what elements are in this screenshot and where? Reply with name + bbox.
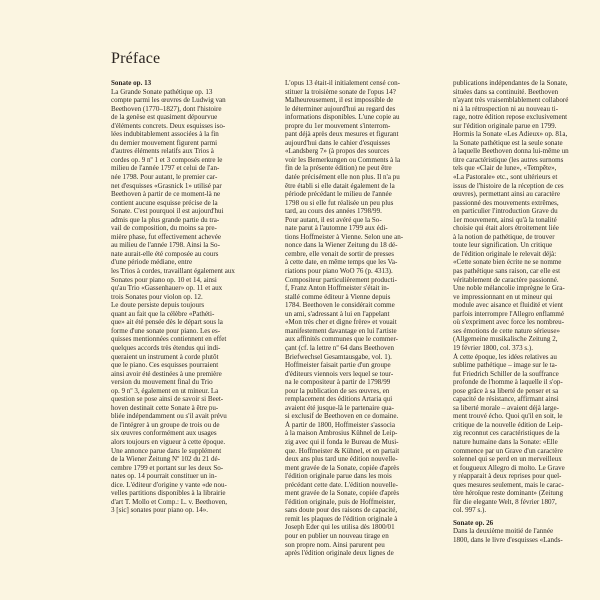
text-line: voir les Bemerkungen ou Comments à la xyxy=(285,155,401,164)
text-line: mière phase, fut effectivement achevée xyxy=(111,232,222,241)
text-line: sans doute pour des raisons de capacité, xyxy=(285,506,398,515)
text-line: version du mouvement final du Trio xyxy=(111,378,213,387)
text-line: aujourd'hui dans le cahier d'esquisses xyxy=(285,138,391,147)
text-line: à laquelle Beethoven donna lui-même un xyxy=(453,147,569,156)
text-line: pas pathétique sans raison, car elle est xyxy=(453,267,561,276)
text-line: cordes op. 9 nº 1 et 3 composés entre le xyxy=(111,155,223,164)
text-line: lées indubitablement associées à la fin xyxy=(111,130,219,139)
text-line: profonde de l'homme à laquelle il s'op- xyxy=(453,378,563,387)
text-line: et fougueux Allegro di molto. Le Grave xyxy=(453,463,565,472)
text-line: solennel qui se perd en un merveilleux xyxy=(453,455,562,464)
text-line: l'édition originale parue dans les mois xyxy=(285,472,392,481)
text-line: 3 [sic] sonates pour piano op. 14». xyxy=(111,506,209,515)
text-line: quisses mentionnées contiennent en effet xyxy=(111,335,227,344)
text-line: d'une période médiane, entre xyxy=(111,258,193,267)
text-line: ment gravée de la Sonate, copiée d'après xyxy=(285,489,400,498)
text-line: aux affinités communes que le commer- xyxy=(285,335,399,344)
text-line: Sonates pour piano op. 10 et 14, ainsi xyxy=(111,275,217,284)
text-line: trois Sonates pour violon op. 12. xyxy=(111,292,203,301)
text-line: zig reconnut ces caractéristiques de la xyxy=(453,429,560,438)
text-column-3 xyxy=(453,79,600,545)
text-line: toute leur signification. Un critique xyxy=(453,241,553,250)
text-line: admis que la plus grande partie du tra- xyxy=(111,215,220,224)
text-line: question se pose ainsi de savoir si Beet- xyxy=(111,395,224,404)
text-line: queraient un instrument à corde plutôt xyxy=(111,352,219,361)
text-line: À cette époque, les idées relatives au xyxy=(453,352,557,361)
page-title: Préface xyxy=(111,50,161,67)
text-line: na le compositeur à partir de 1798/99 xyxy=(285,378,391,387)
text-line: d'autres éléments relatifs aux Trios à xyxy=(111,147,214,156)
text-line: Malheureusement, il est impossible de xyxy=(285,96,394,105)
text-line: au milieu de l'année 1798. Ainsi la So- xyxy=(111,241,220,250)
text-line: sa liberté morale – avaient déjà large- xyxy=(453,403,559,412)
text-line: çant (cf. la lettre nº 64 dans Beethoven xyxy=(285,343,395,352)
text-line: que le piano. Ces esquisses pourraient xyxy=(111,361,219,370)
text-line: issus de l'histoire de la réception de ces xyxy=(453,181,564,190)
text-line: ni à la rétrospection ni au nouveau ti- xyxy=(453,104,559,113)
text-line: Une noble mélancolie imprègne le Gra- xyxy=(453,284,565,293)
text-line: alors toujours en vigueur à cette époque. xyxy=(111,437,226,446)
text-line: bliée indépendamment ou s'il avait prévu xyxy=(111,412,227,421)
text-line: ses émotions de cette nature sérieuse» xyxy=(453,326,561,335)
text-line: hoven destinait cette Sonate à être pu- xyxy=(111,403,219,412)
text-line: ment gravée de la Sonate, copiée d'après xyxy=(285,463,400,472)
text-line: ques mesures seulement, mais le carac- xyxy=(453,480,564,489)
text-line: nate aurait-elle été composée au cours xyxy=(111,249,219,258)
text-line: précédant cette date. L'édition nouvelle- xyxy=(285,480,398,489)
text-line: où s'expriment avec force les nombreu- xyxy=(453,318,565,327)
text-line: nate parut à l'automne 1799 aux édi- xyxy=(285,224,388,233)
text-line: Pour autant, il est avéré que la So- xyxy=(285,215,382,224)
text-line: nonce dans la Wiener Zeitung du 18 dé- xyxy=(285,241,398,250)
text-line: col. 997 s.). xyxy=(453,506,487,515)
text-line: Hormis la Sonate «Les Adieux» op. 81a, xyxy=(453,130,568,139)
text-line: manifestement davantage en lui l'artiste xyxy=(285,326,397,335)
text-line: Dans la deuxième moitié de l'année xyxy=(453,527,554,536)
section-heading: Sonate op. 26 xyxy=(453,518,494,527)
text-line: für die elegante Welt, 8 février 1807, xyxy=(453,497,557,506)
text-line: Le doute persiste depuis toujours xyxy=(111,301,205,310)
text-line: passionné des mouvements extrêmes, xyxy=(453,198,559,207)
text-line: après l'édition originale deux lignes de xyxy=(285,549,394,558)
text-line: le déterminer aujourd'hui au regard des xyxy=(285,104,396,113)
text-line: 1800, dans le livre d'esquisses «Lands- xyxy=(453,535,563,544)
text-line: choisie qui était alors étroitement liée xyxy=(453,224,559,233)
text-line: être établi si elle datait également de la xyxy=(285,181,395,190)
text-line: d'éditeurs viennois vers lequel se tour- xyxy=(285,369,394,378)
text-line: tère héroïque reste dominant» (Zeitung xyxy=(453,489,563,498)
text-line: forme d'une sonate pour piano. Les es- xyxy=(111,326,221,335)
text-line: «Cette sonate bien écrite ne se nomme xyxy=(453,258,562,267)
text-line: fut Friedrich Schiller de la souffrance xyxy=(453,369,559,378)
text-line: remplacement des éditions Artaria qui xyxy=(285,395,393,404)
text-line: milieu de l'année 1797 et celui de l'an- xyxy=(111,164,220,173)
text-line: deux ans plus tard une édition nouvelle- xyxy=(285,455,398,464)
text-line: op. 9 nº 3, également en ut mineur. La xyxy=(111,386,219,395)
text-line: Une annonce parue dans le supplément xyxy=(111,446,222,455)
text-line: module avec aisance et fluidité et vient xyxy=(453,301,563,310)
text-line: propre du 1er mouvement s'interrom- xyxy=(285,121,391,130)
text-line: critique de la nouvelle édition de Leip- xyxy=(453,420,563,429)
text-line: Joseph Eder qui les utilisa dès 1800/01 xyxy=(285,523,395,532)
text-line: Sonate. C'est pourquoi il est aujourd'hui xyxy=(111,207,224,216)
text-line: L'opus 13 était-il initialement censé con- xyxy=(285,79,400,87)
text-line: née 1798. Pour autant, le premier car- xyxy=(111,173,218,182)
text-line: à cette date, en même temps que les Va- xyxy=(285,258,398,267)
text-line: ve impressionnant en ut mineur qui xyxy=(453,292,553,301)
text-line: tions Hoffmeister à Vienne. Selon une an- xyxy=(285,232,404,241)
text-line: Compositeur particulièrement producti- xyxy=(285,275,397,284)
text-column-2 xyxy=(285,79,444,558)
text-line: titre caractéristique (les autres surnoms xyxy=(453,155,564,164)
text-line: d'éléments concrets. Deux esquisses iso- xyxy=(111,121,226,130)
text-line: sur l'édition originale parue en 1799. xyxy=(453,121,557,130)
text-line: de l'intégrer à un groupe de trois ou de xyxy=(111,420,220,429)
text-line: quant au fait que la célèbre «Pathéti- xyxy=(111,309,215,318)
text-line: en particulier l'introduction Grave du xyxy=(453,207,558,216)
text-line: les Trios à cordes, travaillant également aux xyxy=(111,267,235,276)
text-line: la Sonate pathétique est la seule sonate xyxy=(453,138,563,147)
text-line: «Mon très cher et digne frère» et vouait xyxy=(285,318,397,327)
text-line: si exclusif de Beethoven en ce domaine. xyxy=(285,412,399,421)
text-line: Briefwechsel Gesamtausgabe, vol. 1). xyxy=(285,352,392,361)
text-line: Beethoven (1770–1827), dont l'histoire xyxy=(111,104,222,113)
text-line: dice. L'éditeur d'origine y vante «de nou- xyxy=(111,480,227,489)
text-line: «La Pastorale» etc., sont ultérieurs et xyxy=(453,173,558,182)
text-line: y réapparait à deux reprises pour quel- xyxy=(453,472,562,481)
text-line: pose grâce à sa liberté de penser et sa xyxy=(453,386,559,395)
text-line: riations pour piano WoO 76 (p. 4313). xyxy=(285,267,393,276)
text-line: (Allgemeine musikalische Zeitung 2, xyxy=(453,335,558,344)
text-line: situées dans sa continuité. Beethoven xyxy=(453,87,559,96)
text-line: stituer la troisième sonate de l'opus 14? xyxy=(285,87,396,96)
text-line: «Landsberg 7» (à propos des sources xyxy=(285,147,390,156)
text-line: 1er mouvement, ainsi qu'à la tonalité xyxy=(453,215,557,224)
text-line: datée précisément elle non plus. Il n'a pu xyxy=(285,173,400,182)
text-line: du dernier mouvement figurent parmi xyxy=(111,138,218,147)
text-line: période précédant le milieu de l'année xyxy=(285,190,392,199)
text-line: rage, notre édition repose exclusivement xyxy=(453,113,568,122)
text-line: parfois interrompre l'Allegro enflammé xyxy=(453,309,565,318)
text-line: tels que «Clair de lune», «Tempête», xyxy=(453,164,557,173)
text-line: de l'édition originale le relevait déjà: xyxy=(453,249,557,258)
text-line: publications indépendantes de la Sonate, xyxy=(453,79,568,87)
text-line: un ami, s'adressant à lui en l'appelant xyxy=(285,309,390,318)
text-line: œuvres), permettant ainsi au caractère xyxy=(453,190,561,199)
text-line: tard, au cours des années 1798/99. xyxy=(285,207,382,216)
text-line: sublime pathétique – image sur le ta- xyxy=(453,361,558,370)
text-line: Beethoven à partir de ce moment-là ne xyxy=(111,190,221,199)
text-line: 1798 ou si elle fut réalisée un peu plus xyxy=(285,198,394,207)
text-line: véritablement de caractère passionné. xyxy=(453,275,559,284)
text-line: que. Hoffmeister & Kühnel, et en partait xyxy=(285,446,400,455)
text-line: nates op. 14 pourrait constituer un in- xyxy=(111,472,217,481)
text-line: La Grande Sonate pathétique op. 13 xyxy=(111,87,213,96)
text-line: velles partitions disponibles à la librairie xyxy=(111,489,226,498)
text-line: de la genèse est quasiment dépourvue xyxy=(111,113,218,122)
text-line: ainsi avoir été destinées à une première xyxy=(111,369,222,378)
text-line: contient aucune esquisse précise de la xyxy=(111,198,218,207)
text-line: cembre, elle venait de sortir de presses xyxy=(285,249,394,258)
text-line: remit les plaques de l'édition originale à xyxy=(285,514,398,523)
text-line: de la Wiener Zeitung Nº 102 du 21 dé- xyxy=(111,455,221,464)
text-line: qu'au Trio «Gassenhauer» op. 11 et aux xyxy=(111,284,223,293)
text-line: informations disponibles. L'une copie au xyxy=(285,113,400,122)
text-line: à la notion de pathétique, de trouver xyxy=(453,232,555,241)
text-line: stallé comme éditeur à Vienne depuis xyxy=(285,292,391,301)
text-line: son propre nom. Ainsi parurent peu xyxy=(285,540,385,549)
text-line: fin de la présente édition) ne peut être xyxy=(285,164,392,173)
text-line: compte parmi les œuvres de Ludwig van xyxy=(111,96,226,105)
text-line: nature humaine dans la Sonate: «Elle xyxy=(453,437,558,446)
text-line: l'édition originale, puis de Hoffmeister, xyxy=(285,497,396,506)
text-line: à la maison Ambrosius Kühnel de Leip- xyxy=(285,429,398,438)
text-column-1 xyxy=(111,79,270,515)
text-line: quelques accords très étendus qui indi- xyxy=(111,343,221,352)
text-line: pour en publier un nouveau tirage en xyxy=(285,531,389,540)
text-line: zig avec qui il fonda le Bureau de Musi- xyxy=(285,437,399,446)
text-line: pant déjà après deux mesures et figurant xyxy=(285,130,399,139)
text-line: cembre 1799 et portant sur les deux So- xyxy=(111,463,224,472)
text-line: ment trouvé écho. Quoi qu'il en soit, le xyxy=(453,412,563,421)
text-line: avaient été jusque-là le partenaire qua- xyxy=(285,403,394,412)
text-line: capacité de résistance, affirmant ainsi xyxy=(453,395,559,404)
text-line: que» ait été pensée dès le départ sous la xyxy=(111,318,223,327)
text-line: vail de composition, du moins sa pre- xyxy=(111,224,217,233)
text-line: 19 février 1800, col. 373 s.). xyxy=(453,343,534,352)
text-line: À partir de 1800, Hoffmeister s'associa xyxy=(285,420,395,429)
text-line: f, Franz Anton Hoffmeister s'était in- xyxy=(285,284,390,293)
text-line: pour la publication de ses œuvres, en xyxy=(285,386,390,395)
text-line: net d'esquisses «Grasnick 1» utilisé par xyxy=(111,181,222,190)
text-line: Hoffmeister faisait partie d'un groupe xyxy=(285,361,391,370)
text-line: 1784. Beethoven le considérait comme xyxy=(285,301,395,310)
section-heading: Sonate op. 13 xyxy=(111,79,152,87)
text-line: n'ayant très vraisemblablement collaboré xyxy=(453,96,569,105)
text-line: d'art T. Mollo et Comp.: L. v. Beethoven, xyxy=(111,497,228,506)
text-line: commence par un Grave d'un caractère xyxy=(453,446,563,455)
text-line: six œuvres conformément aux usages xyxy=(111,429,217,438)
